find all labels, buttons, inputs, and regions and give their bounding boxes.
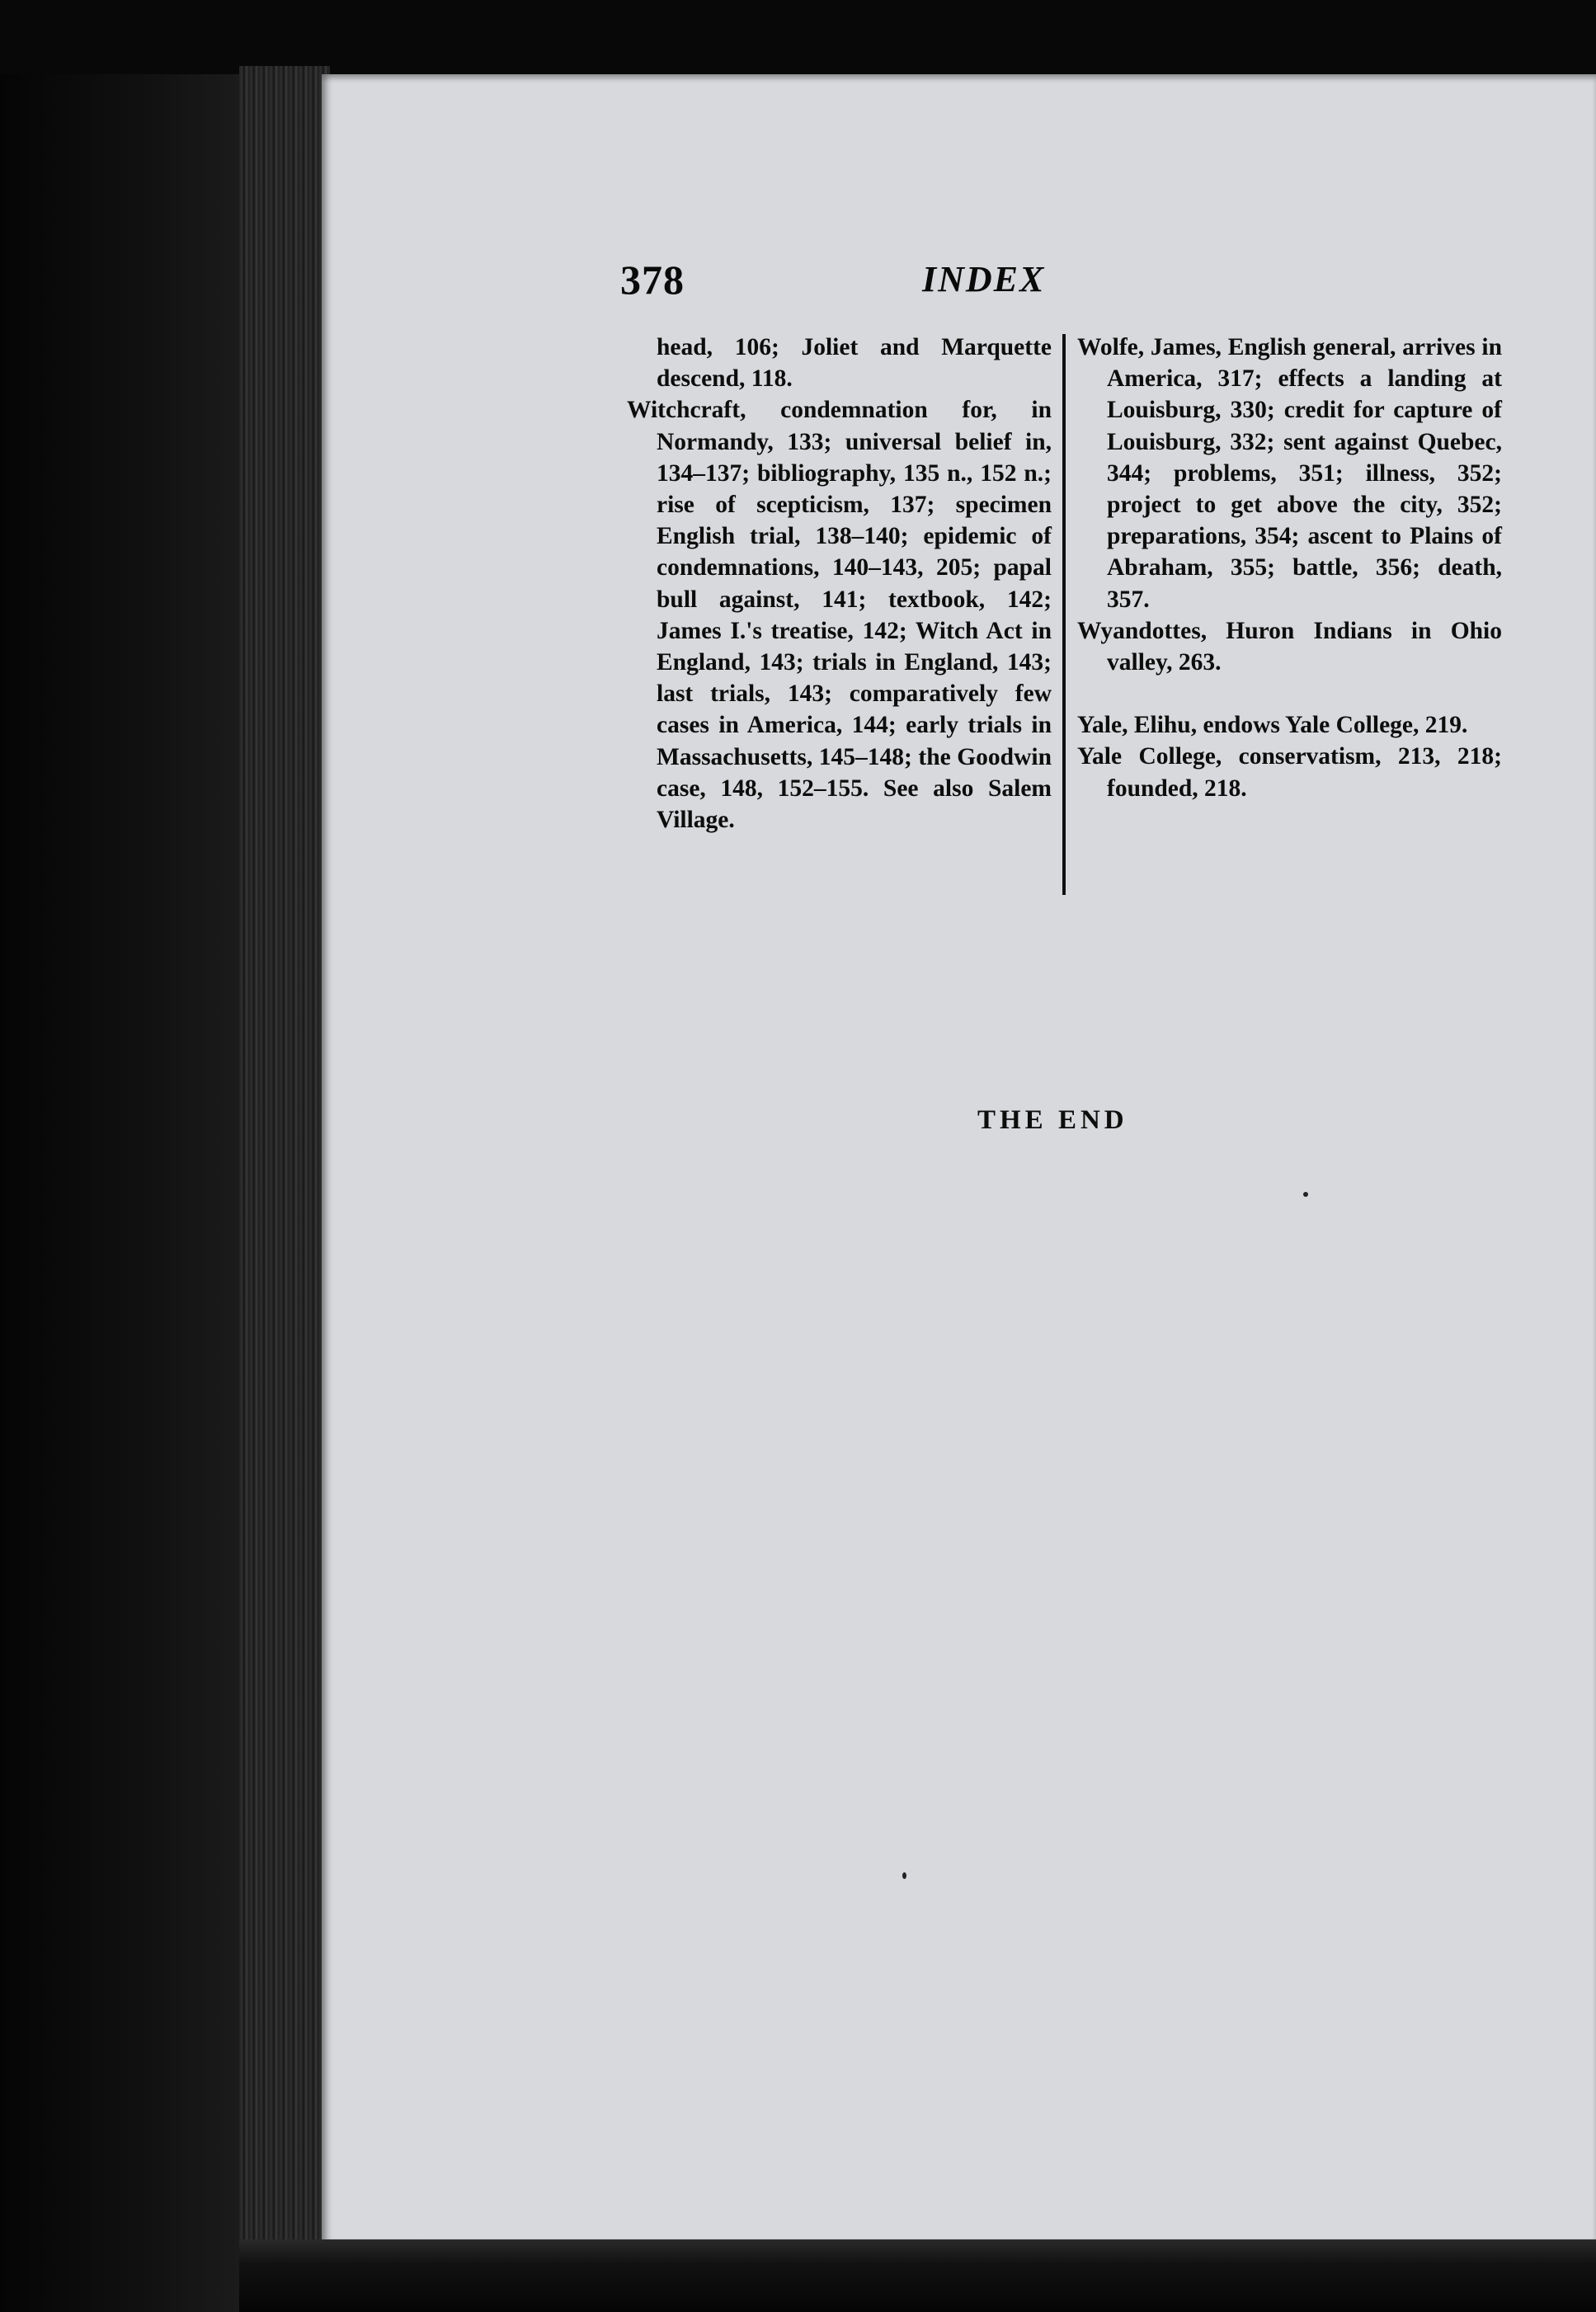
- index-entry-witchcraft: Witchcraft, condemnation for, in Normandy, 133; universal belief in, 134–137; bibliography, 135 n., 152 n.; rise of scepticism, 137; specimen English trial, 138–140; epidemic of condemnations, 140–143, 205; papal bull against, 141; textbook, 142; James I.'s treatise, 142; Witch Act in England, 143; trials in England, 143; last trials, 143; comparatively few cases in America, 144; early trials in Massachusetts, 145–148; the Goodwin case, 148, 152–155. See also Salem Village.: [627, 397, 1052, 834]
- index-column-right: [1077, 332, 1502, 804]
- dust-speck: [902, 1872, 906, 1879]
- column-divider: [1062, 334, 1066, 895]
- index-entry-yale-college: Yale College, conservatism, 213, 218; founded, 218.: [1077, 743, 1502, 802]
- page-number: 378: [620, 257, 685, 303]
- scanner-bottom-edge: [239, 2239, 1596, 2312]
- dust-speck: [1303, 1192, 1308, 1197]
- page-title: INDEX: [922, 259, 1046, 299]
- book-page-edges: [239, 66, 330, 2260]
- index-entry-continuation: head, 106; Joliet and Marquette descend, 118.: [657, 334, 1052, 393]
- index-entry-wyandottes: Wyandottes, Huron Indians in Ohio valley, 263.: [1077, 617, 1502, 676]
- index-column-left: [627, 332, 1052, 836]
- the-end-text: THE END: [977, 1105, 1128, 1135]
- index-entry-wolfe: Wolfe, James, English general, arrives in America, 317; effects a landing at Louisburg, 330; credit for capture of Louisburg, 332; sent against Quebec, 344; problems, 351; illness, 352; project to get above the city, 352; preparations, 354; ascent to Plains of Abraham, 355; battle, 356; death, 357.: [1077, 334, 1502, 613]
- index-entry-yale-elihu: Yale, Elihu, endows Yale College, 219.: [1077, 712, 1468, 739]
- scanner-top-edge: [0, 0, 1596, 74]
